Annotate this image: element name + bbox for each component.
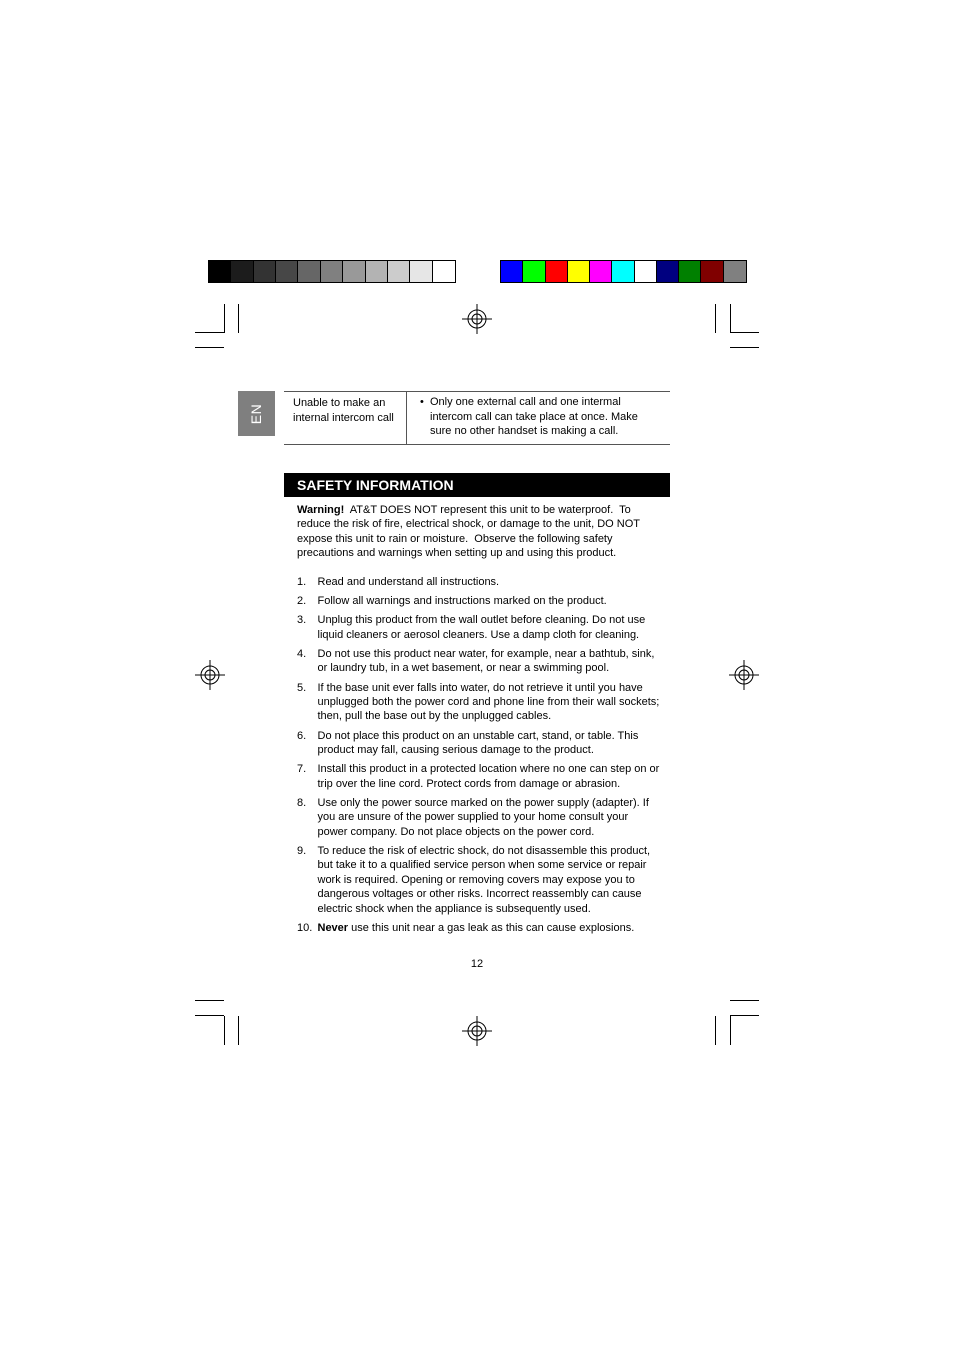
color-swatch xyxy=(321,261,343,282)
color-swatch xyxy=(501,261,523,282)
item-text: use this unit near a gas leak as this can cause explosions. xyxy=(348,921,635,934)
crop-mark xyxy=(730,332,759,333)
safety-list xyxy=(297,575,661,940)
crop-mark xyxy=(715,304,716,333)
crop-mark xyxy=(195,332,224,333)
color-swatch xyxy=(343,261,365,282)
registration-mark-icon xyxy=(195,660,225,690)
item-text: Follow all warnings and instructions marked on the product. xyxy=(317,595,607,608)
color-swatch xyxy=(388,261,410,282)
crop-mark xyxy=(238,304,239,333)
registration-mark-icon xyxy=(462,304,492,334)
crop-mark xyxy=(195,1015,224,1016)
color-swatch xyxy=(366,261,388,282)
problem-cell: Unable to make an internal intercom call xyxy=(293,397,394,424)
crop-mark xyxy=(730,1016,731,1045)
color-swatch xyxy=(590,261,612,282)
color-swatch xyxy=(701,261,723,282)
color-swatch xyxy=(231,261,253,282)
item-text: Do not use this product near water, for example, near a bathtub, sink, or laundry tub, in a wet basement, or near a swimming pool. xyxy=(317,648,655,675)
color-swatch xyxy=(568,261,590,282)
item-text: If the base unit ever falls into water, do not retrieve it until you have unplugged both the power cord and phone line from their wall sockets; then, pull the base out by the unplugged cables. xyxy=(317,681,660,723)
item-number: 9. xyxy=(297,844,307,857)
table-divider xyxy=(406,392,407,444)
language-tab xyxy=(238,391,275,436)
item-number: 5. xyxy=(297,681,307,694)
crop-mark xyxy=(730,304,731,333)
registration-mark-icon xyxy=(462,1016,492,1046)
crop-mark xyxy=(195,1000,224,1001)
color-swatch xyxy=(523,261,545,282)
color-swatch xyxy=(724,261,746,282)
item-number: 3. xyxy=(297,614,307,627)
crop-mark xyxy=(730,1015,759,1016)
crop-mark xyxy=(224,304,225,333)
page-number: 12 xyxy=(470,958,484,970)
registration-mark-icon xyxy=(729,660,759,690)
warning-paragraph xyxy=(297,503,661,561)
item-number: 8. xyxy=(297,796,307,809)
crop-mark xyxy=(195,347,224,348)
color-swatch xyxy=(298,261,320,282)
solution-cell xyxy=(420,395,660,439)
warning-label: Warning! xyxy=(297,504,345,516)
item-text: Install this product in a protected location where no one can step on or trip over the line cord. Protect cords from damage or abrasion. xyxy=(317,763,660,790)
item-number: 6. xyxy=(297,729,307,742)
list-item xyxy=(297,796,661,839)
list-item xyxy=(297,921,661,935)
section-heading: SAFETY INFORMATION xyxy=(284,473,670,497)
crop-mark xyxy=(730,1000,759,1001)
color-swatch xyxy=(612,261,634,282)
color-swatch xyxy=(410,261,432,282)
color-swatch xyxy=(657,261,679,282)
troubleshooting-table xyxy=(284,391,670,445)
list-item xyxy=(297,613,661,642)
item-number: 4. xyxy=(297,648,307,661)
crop-mark xyxy=(715,1016,716,1045)
color-swatch xyxy=(276,261,298,282)
color-swatch xyxy=(209,261,231,282)
crop-mark xyxy=(730,347,759,348)
color-swatch xyxy=(254,261,276,282)
bullet: • xyxy=(420,396,424,408)
item-emphasis: Never xyxy=(317,921,349,934)
color-swatch xyxy=(433,261,455,282)
grayscale-calibration-bar xyxy=(208,260,456,283)
crop-mark xyxy=(238,1016,239,1045)
list-item xyxy=(297,575,661,589)
crop-mark xyxy=(224,1016,225,1045)
item-text: Unplug this product from the wall outlet before cleaning. Do not use liquid cleaners or aerosol cleaners. Use a damp cloth for cleaning. xyxy=(317,614,646,641)
solution-text: Only one external call and one intermal intercom call can take place at once. Make sure no other handset is making a call. xyxy=(430,396,638,437)
list-item xyxy=(297,729,661,758)
list-item xyxy=(297,681,661,724)
list-item xyxy=(297,762,661,791)
item-text: Do not place this product on an unstable cart, stand, or table. This product may fall, causing serious damage to the product. xyxy=(317,729,639,757)
color-swatch xyxy=(546,261,568,282)
item-number: 2. xyxy=(297,595,307,608)
item-text: Use only the power source marked on the power supply (adapter). If you are unsure of the power supplied to your home consult your power company. Do not place objects on the power cord. xyxy=(317,796,649,838)
color-swatch xyxy=(635,261,657,282)
color-calibration-bar xyxy=(500,260,747,283)
item-number: 1. xyxy=(297,576,307,588)
item-text: Read and understand all instructions. xyxy=(317,576,500,588)
list-item xyxy=(297,844,661,916)
item-number: 7. xyxy=(297,763,307,776)
item-text: To reduce the risk of electric shock, do not disassemble this product, but take it to a qualified service person when some service or repair work is required. Opening or removing covers may expose you to dangerous voltages or other risks. Incorrect reassembly can cause electric shock when the appliance is subsequently used. xyxy=(317,844,651,915)
list-item xyxy=(297,594,661,608)
item-number: 10. xyxy=(297,921,313,934)
language-tab-label: EN xyxy=(248,403,265,424)
warning-text: AT&T DOES NOT represent this unit to be waterproof. To reduce the risk of fire, electrical shock, or damage to the unit, DO NOT expose this unit to rain or moisture. Observe the following safety precautions and warnings when setting up and using this product. xyxy=(297,504,643,560)
color-swatch xyxy=(679,261,701,282)
list-item xyxy=(297,647,661,676)
